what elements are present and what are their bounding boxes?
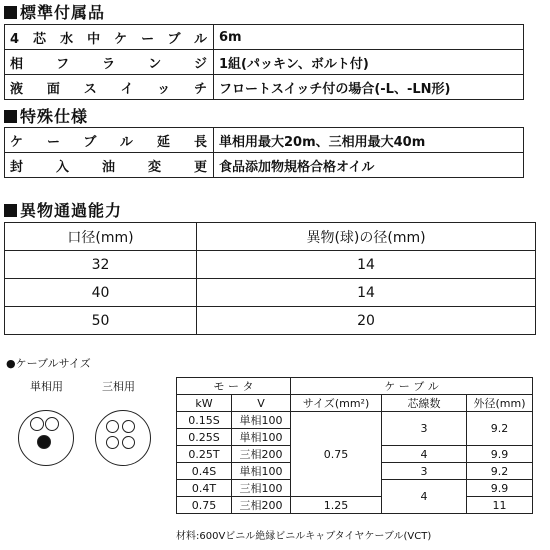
square-bullet-icon xyxy=(4,110,17,123)
cable-size-table xyxy=(176,377,533,514)
special-title: 特殊仕様 xyxy=(4,108,88,126)
table-row: 0.15S 単相100 0.75 3 9.2 xyxy=(177,412,533,429)
table-row: 40 14 xyxy=(5,279,536,307)
square-bullet-icon xyxy=(4,6,17,19)
passage-table xyxy=(4,222,536,335)
table-row: 0.4T 三相100 4 9.9 xyxy=(177,480,533,497)
cable-size-title: ●ケーブルサイズ xyxy=(6,357,91,370)
table-header-row: モ ー タ ケ ー ブ ル xyxy=(177,378,533,395)
single-phase-cable-icon xyxy=(18,410,74,466)
table-row: 0.25T 三相200 4 9.9 xyxy=(177,446,533,463)
table-row: 0.25S 単相100 xyxy=(177,429,533,446)
passage-title: 異物通過能力 xyxy=(4,202,122,220)
table-row: 50 20 xyxy=(5,307,536,335)
single-phase-label: 単相用 xyxy=(30,380,63,393)
accessories-table xyxy=(4,24,524,100)
table-row: 封入油変更 食品添加物規格合格オイル xyxy=(5,153,524,178)
table-row: 0.4S 単相100 3 9.2 xyxy=(177,463,533,480)
special-table xyxy=(4,127,524,178)
table-row: 32 14 xyxy=(5,251,536,279)
table-header-row: kW V サイズ(mm²) 芯線数 外径(mm) xyxy=(177,395,533,412)
table-row: ケーブル延長 単相用最大20m、三相用最大40m xyxy=(5,128,524,153)
table-header-row: 口径(mm) 異物(球)の径(mm) xyxy=(5,223,536,251)
accessories-title: 標準付属品 xyxy=(4,4,105,22)
table-row: 0.75 三相200 1.25 11 xyxy=(177,497,533,514)
square-bullet-icon xyxy=(4,204,17,217)
three-phase-cable-icon xyxy=(95,410,151,466)
material-note: 材料:600Vビニル絶縁ビニルキャブタイヤケーブル(VCT) xyxy=(176,531,432,542)
table-row: 相フランジ 1組(パッキン、ボルト付) xyxy=(5,50,524,75)
three-phase-label: 三相用 xyxy=(102,380,135,393)
table-row: 4芯水中ケーブル 6m xyxy=(5,25,524,50)
table-row: 液面スイッチ フロートスイッチ付の場合(-L、-LN形) xyxy=(5,75,524,100)
